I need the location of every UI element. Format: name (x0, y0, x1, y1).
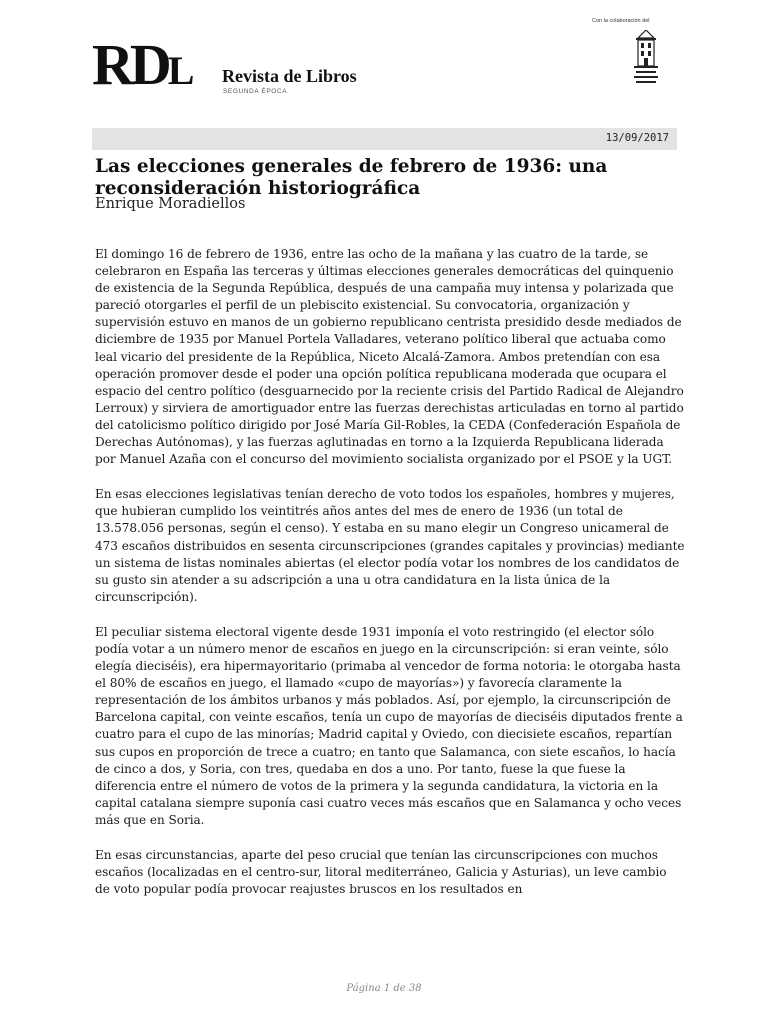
collaboration-text: Con la colaboración del (592, 18, 650, 24)
paragraph-4: En esas circunstancias, aparte del peso crucial que tenían las circunscripciones con muchos escaños (localizadas en el centro-sur, litoral mediterráneo, Galicia y Asturias), un leve cambio de voto popular podía provocar reajustes bruscos en los resultados en (95, 848, 667, 897)
paragraph-1: El domingo 16 de febrero de 1936, entre las ocho de la mañana y las cuatro de la tarde, se celebraron en España las terceras y últimas elecciones generales democráticas del quinquenio de existencia de la Segunda República, después de una campaña muy intensa y polarizada que pareció otorgarles el perfil de un plebiscito existencial. Su convocatoria, organización y supervisión estuvo en manos de un gobierno republicano centrista presidido desde mediados de diciembre de 1935 por Manuel Portela Valladares, veterano político liberal que actuaba como leal vicario del presidente de la República, Niceto Alcalá-Zamora. Ambos pretendían con esa operación promover desde el poder una opción política republicana moderada que ocupara el espacio del centro político (desguarnecido por la reciente crisis del Partido Radical de Alejandro Lerroux) y sirviera de amortiguador entre las fuerzas derechistas articuladas en torno al partido del catolicismo político dirigido por José María Gil-Robles, la CEDA (Confederación Española de Derechas Autónomas), y las fuerzas aglutinadas en torno a la Izquierda Republicana liderada por Manuel Azaña con el concurso del movimiento socialista organizado por el PSOE y la UGT. (95, 247, 684, 467)
article-body (95, 246, 685, 916)
logo-mark-big: RD (92, 32, 168, 97)
collaboration-block (592, 18, 682, 98)
article-author[interactable]: Enrique Moradiellos (95, 196, 246, 212)
logo-subtitle: SEGUNDA ÉPOCA (223, 88, 288, 95)
article-title: Las elecciones generales de febrero de 1936: una reconsideración historiográfica (95, 156, 608, 199)
paragraph-3: El peculiar sistema electoral vigente desde 1931 imponía el voto restringido (el elector sólo podía votar a un número menor de escaños en juego en la circunscripción: si eran veinte, sólo elegía dieciséis), era hipermayoritario (primaba al vencedor de forma notoria: le otorgaba hasta el 80% de escaños en juego, el llamado «cupo de mayorías») y favorecía claramente la representación de los ámbitos urbanos y más poblados. Así, por ejemplo, la circunscripción de Barcelona capital, con veinte escaños, tenía un cupo de mayorías de dieciséis diputados frente a cuatro para el cupo de las minorías; Madrid capital y Oviedo, con diecisiete escaños, repartían sus cupos en proporción de trece a cuatro; en tanto que Salamanca, con siete escaños, lo hacía de cinco a dos, y Soria, con tres, quedaba en dos a uno. Por tanto, fuese la que fuese la diferencia entre el número de votos de la primera y la segunda candidatura, la victoria en la capital catalana siempre suponía casi cuatro veces más escaños que en Salamanca y ocho veces más que en Soria. (95, 624, 683, 827)
logo-mark-small: L (167, 48, 193, 93)
paragraph-2: En esas elecciones legislativas tenían derecho de voto todos los españoles, hombres y mujeres, que hubieran cumplido los veintitrés años antes del mes de enero de 1936 (un total de 13.578.056 personas, según el censo). Y estaba en su mano elegir un Congreso unicameral de 473 escaños distribuidos en sesenta circunscripciones (grandes capitales y provincias) mediante un sistema de listas nominales abiertas (el elector podía votar los nombres de los candidatos de su gusto sin atender a su adscripción a una u otra candidatura en la lista única de la circunscripción). (95, 487, 685, 604)
page-number: Página 1 de 38 (346, 983, 422, 994)
publication-date: 13/09/2017 (605, 132, 669, 144)
colegio-libre-emeritos-icon (630, 30, 664, 98)
date-bar (92, 128, 677, 150)
rdl-logo[interactable] (92, 32, 193, 100)
logo-title[interactable]: Revista de Libros (222, 66, 357, 86)
